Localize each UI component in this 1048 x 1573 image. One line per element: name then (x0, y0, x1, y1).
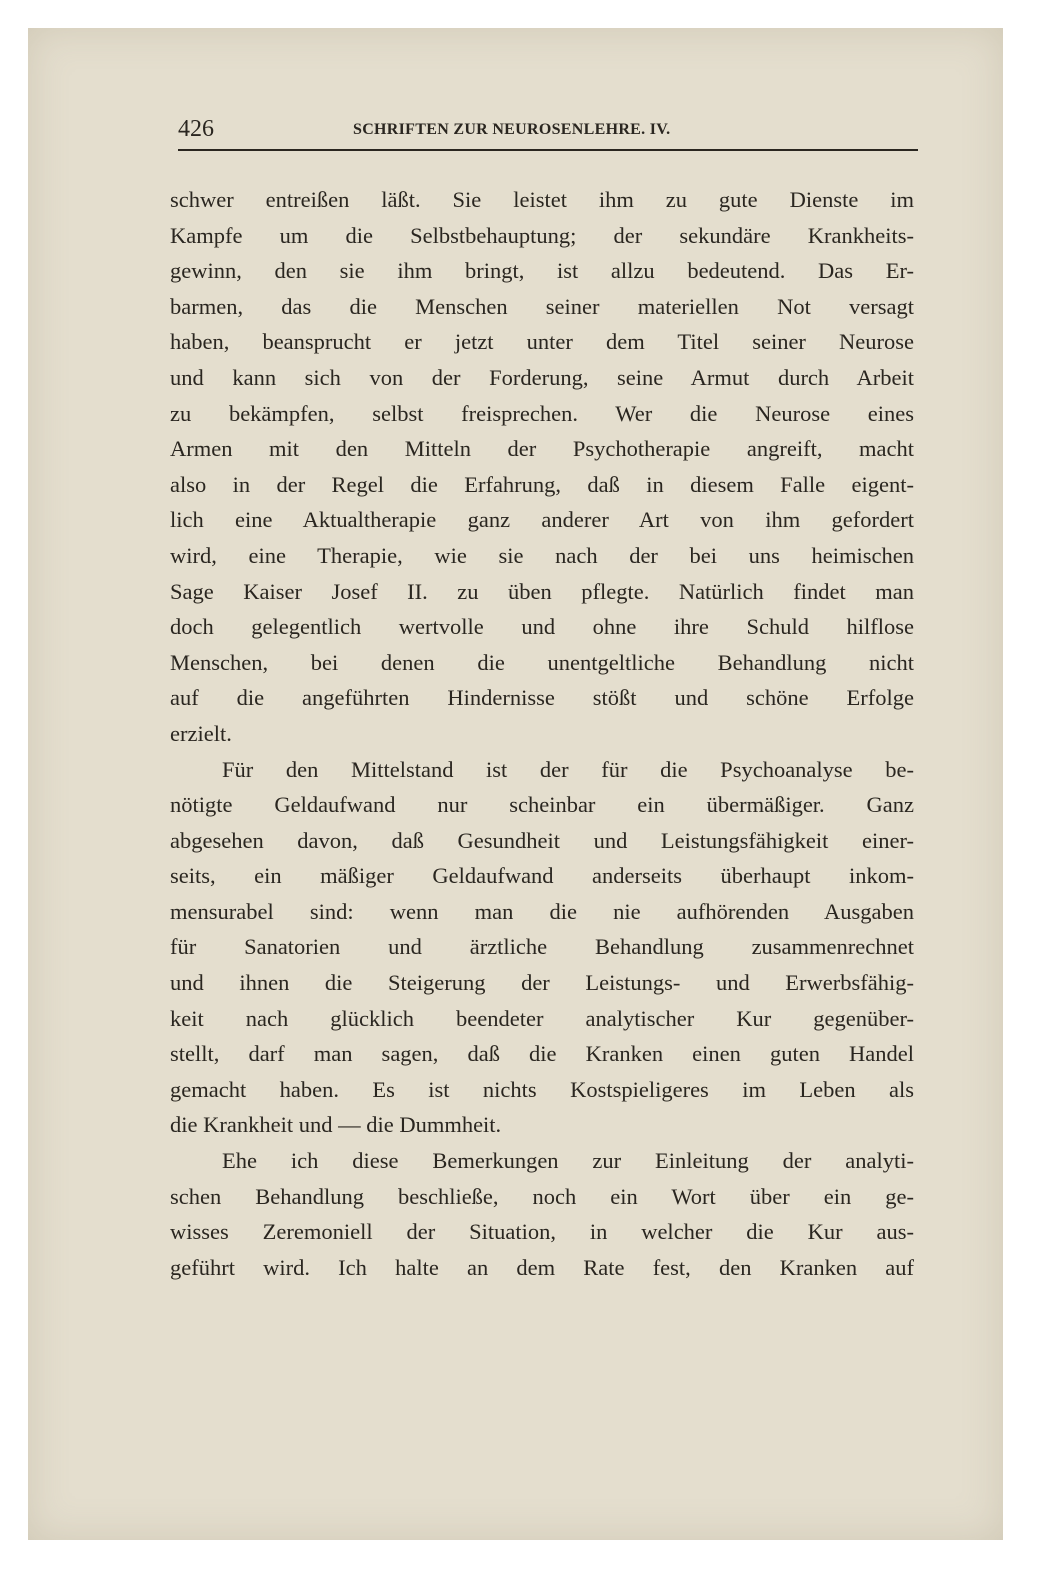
text-line: und kann sich von der Forderung, seine Armut durch Arbeit (170, 364, 914, 390)
text-line: seits, ein mäßiger Geldaufwand anderseits überhaupt inkom- (170, 863, 914, 889)
body-text (170, 182, 914, 1285)
text-line: Kampfe um die Selbstbehauptung; der sekundäre Krankheits- (170, 222, 914, 248)
text-line: barmen, das die Menschen seiner materiellen Not versagt (170, 293, 914, 319)
text-line: also in der Regel die Erfahrung, daß in diesem Falle eigent- (170, 471, 914, 497)
page-number: 426 (178, 116, 214, 142)
text-line: und ihnen die Steigerung der Leistungs- und Erwerbsfähig- (170, 970, 914, 996)
text-line: Ehe ich diese Bemerkungen zur Einleitung der analyti- (222, 1148, 914, 1174)
text-line: haben, beansprucht er jetzt unter dem Titel seiner Neurose (170, 329, 914, 355)
text-line: Menschen, bei denen die unentgeltliche Behandlung nicht (170, 649, 914, 675)
text-line: stellt, darf man sagen, daß die Kranken einen guten Handel (170, 1041, 914, 1067)
text-line: lich eine Aktualtherapie ganz anderer Art von ihm gefordert (170, 507, 914, 533)
text-line: nötigte Geldaufwand nur scheinbar ein übermäßiger. Ganz (170, 792, 914, 818)
text-line: abgesehen davon, daß Gesundheit und Leistungsfähigkeit einer- (170, 827, 914, 853)
running-header (178, 116, 918, 146)
text-line: Armen mit den Mitteln der Psychotherapie angreift, macht (170, 436, 914, 462)
text-line: Sage Kaiser Josef II. zu üben pflegte. Natürlich findet man (170, 578, 914, 604)
text-line: schwer entreißen läßt. Sie leistet ihm zu gute Dienste im (170, 187, 914, 212)
text-line: gemacht haben. Es ist nichts Kostspieligeres im Leben als (170, 1076, 914, 1102)
text-line: für Sanatorien und ärztliche Behandlung zusammenrechnet (170, 934, 914, 960)
text-line: wisses Zeremoniell der Situation, in welcher die Kur aus- (170, 1219, 914, 1245)
text-line: keit nach glücklich beendeter analytischer Kur gegenüber- (170, 1005, 914, 1031)
text-line: schen Behandlung beschließe, noch ein Wort über ein ge- (170, 1183, 914, 1209)
text-line: gewinn, den sie ihm bringt, ist allzu bedeutend. Das Er- (170, 258, 914, 284)
header-rule (178, 149, 918, 151)
text-line: doch gelegentlich wertvolle und ohne ihre Schuld hilflose (170, 614, 914, 640)
text-line: geführt wird. Ich halte an dem Rate fest, den Kranken auf (170, 1254, 914, 1280)
text-line: die Krankheit und — die Dummheit. (170, 1112, 502, 1138)
text-line: mensurabel sind: wenn man die nie aufhörenden Ausgaben (170, 898, 914, 924)
text-line: wird, eine Therapie, wie sie nach der bei uns heimischen (170, 542, 914, 568)
text-line: auf die angeführten Hindernisse stößt und schöne Erfolge (170, 685, 914, 711)
running-title: SCHRIFTEN ZUR NEUROSENLEHRE. IV. (353, 121, 671, 138)
text-line: Für den Mittelstand ist der für die Psychoanalyse be- (222, 756, 914, 782)
text-line: zu bekämpfen, selbst freisprechen. Wer die Neurose eines (170, 400, 914, 426)
text-line: erzielt. (170, 720, 232, 746)
